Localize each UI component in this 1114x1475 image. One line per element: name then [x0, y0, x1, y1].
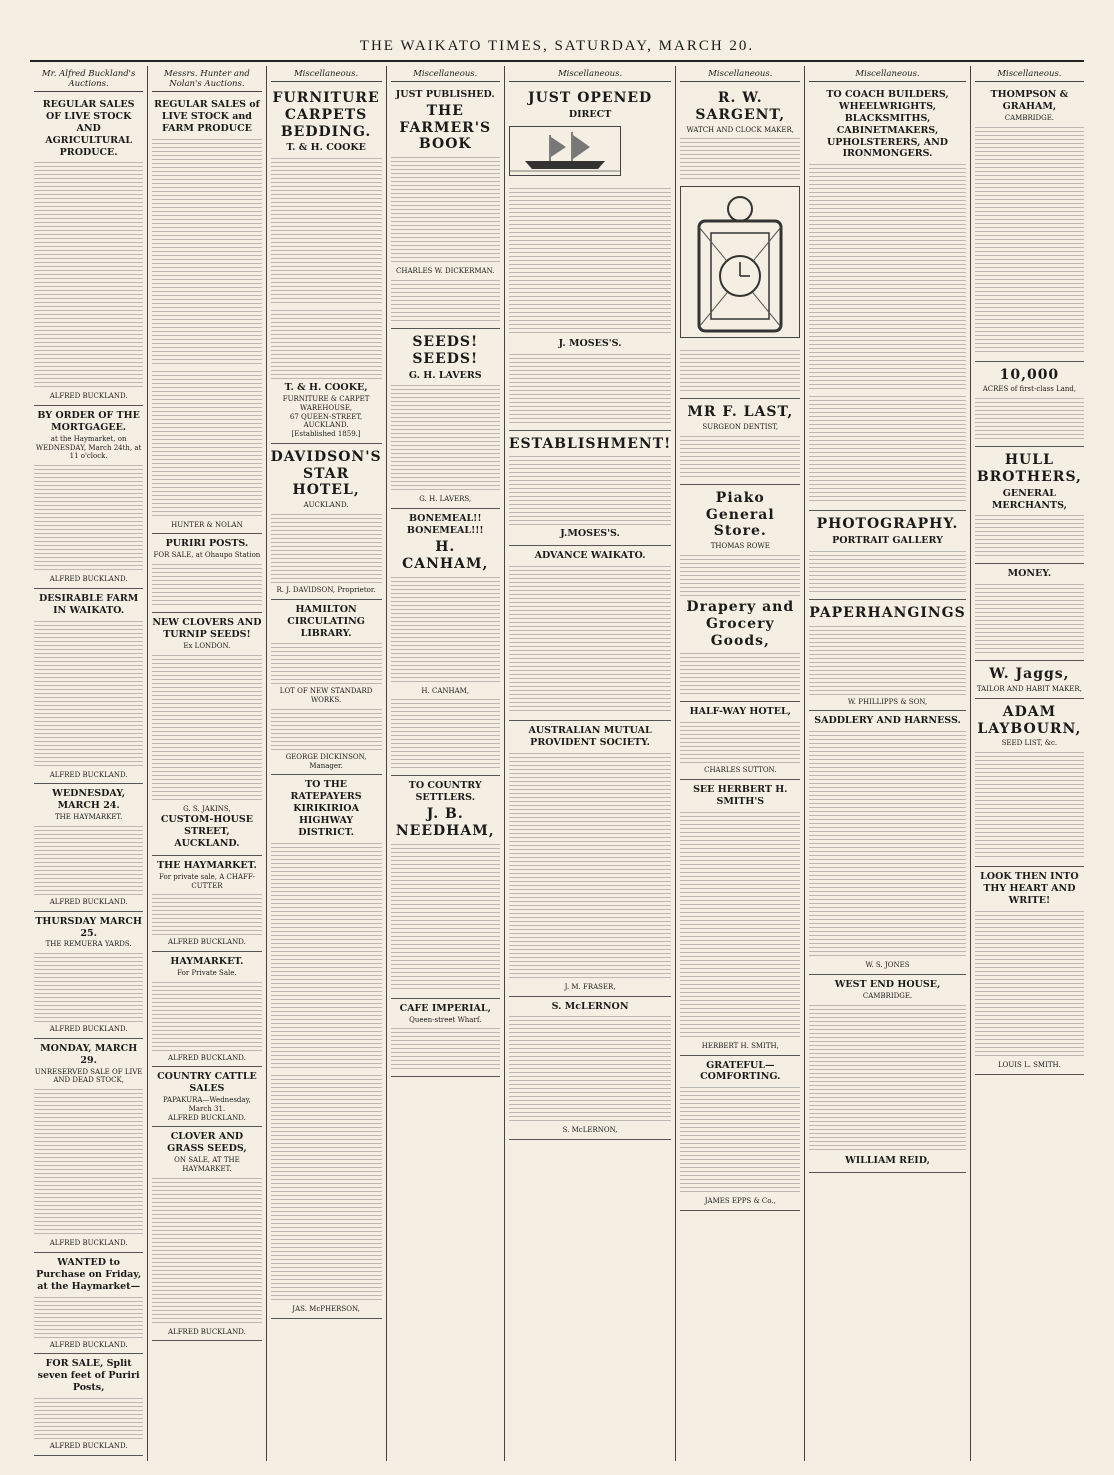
ad-signature: G. S. JAKINS,: [183, 804, 231, 813]
ad-heading: FURNITURE CARPETS BEDDING.: [272, 90, 380, 140]
advertisement: [271, 600, 382, 776]
ad-heading: TO THE RATEPAYERS KIRIKIRIOA HIGHWAY DISTRICT.: [290, 779, 362, 838]
advertisement: [680, 780, 800, 1056]
ad-signature: ALFRED BUCKLAND.: [49, 1239, 128, 1248]
ad-body-text: [152, 562, 261, 606]
ad-body-text: [809, 549, 965, 593]
ad-body-text: [34, 824, 143, 896]
ad-signature: ALFRED BUCKLAND.: [49, 1441, 128, 1450]
ad-heading: ESTABLISHMENT!: [508, 435, 672, 452]
ad-heading: CAFE IMPERIAL,: [399, 1002, 491, 1014]
ad-subheading: For private sale, A CHAFF-CUTTER: [159, 872, 255, 890]
ad-heading: THOMPSON & GRAHAM,: [990, 89, 1069, 112]
ad-body-text: [809, 1003, 965, 1153]
ad-body-text: [391, 697, 500, 769]
ad-body-text: [680, 553, 800, 597]
ad-body-text: [152, 369, 261, 519]
advertisement: [809, 975, 965, 1173]
ad-body-text: [271, 512, 382, 584]
ad-heading: COUNTRY CATTLE SALES: [157, 1071, 257, 1095]
ad-subheading: LOT OF NEW STANDARD WORKS.: [279, 687, 373, 705]
ad-signature: R. J. DAVIDSON, Proprietor.: [276, 586, 376, 595]
ad-body-text: [271, 156, 382, 306]
ad-heading: MONDAY, MARCH 29.: [40, 1042, 138, 1066]
ad-heading: ADVANCE WAIKATO.: [534, 550, 646, 562]
ad-subheading: PORTRAIT GALLERY: [832, 535, 943, 547]
ad-signature: J. MOSES'S.: [558, 337, 622, 349]
ad-heading: FOR SALE, Split seven feet of Puriri Posts,: [37, 1358, 140, 1393]
ad-body-text: [391, 1026, 500, 1070]
ad-heading: CLOVER AND GRASS SEEDS,: [167, 1131, 247, 1155]
masthead-rule: [30, 60, 1084, 62]
ad-subheading: CAMBRIDGE.: [1004, 113, 1055, 122]
ad-subheading: 67 QUEEN-STREET, AUCKLAND.: [289, 412, 363, 430]
advertisement: [152, 95, 261, 534]
ad-body-text: [34, 1087, 143, 1237]
advertisement: [34, 1354, 143, 1455]
ad-heading: REGULAR SALES of LIVE STOCK and FARM PRODUCE: [154, 99, 260, 134]
advertisement: [391, 776, 500, 998]
ad-signature: J.MOSES'S.: [560, 528, 620, 540]
ad-signature: ALFRED BUCKLAND.: [168, 1327, 246, 1336]
ad-heading: HALF-WAY HOTEL,: [689, 706, 791, 718]
advertisement: [152, 1067, 261, 1127]
ad-subheading: Ex LONDON.: [183, 641, 231, 650]
masthead: [0, 0, 1114, 70]
advertisement: [34, 912, 143, 1039]
ad-signature: CHARLES SUTTON.: [704, 766, 777, 775]
advertisement: [152, 1127, 261, 1341]
ad-body-text: [509, 352, 671, 424]
ad-body-text: [680, 720, 800, 764]
ad-heading: HAYMARKET.: [170, 956, 244, 967]
ad-heading: ADAM LAYBOURN,: [977, 703, 1082, 737]
ad-subheading: Queen-street Wharf.: [409, 1015, 482, 1024]
ad-heading: LOOK THEN INTO THY HEART AND WRITE!: [980, 871, 1079, 906]
column-head: Miscellaneous.: [509, 66, 671, 82]
ad-subheading: at the Haymarket, on WEDNESDAY, March 24th, at 11 o'clock.: [35, 434, 142, 461]
column-2: [148, 66, 266, 1461]
ad-heading: S. McLERNON: [551, 1000, 629, 1012]
ad-subheading: G. H. LAVERS: [408, 369, 482, 381]
advertisement: [152, 613, 261, 856]
column-head: Miscellaneous.: [809, 66, 965, 82]
ad-subheading: CAMBRIDGE.: [862, 991, 913, 1000]
ad-body-text: [680, 434, 800, 478]
ad-heading: BONEMEAL!! BONEMEAL!!!: [406, 513, 484, 537]
advertisement: [809, 85, 965, 511]
column-8: [971, 66, 1088, 1461]
ad-subheading: GENERAL MERCHANTS,: [991, 487, 1067, 511]
ad-body-text: [34, 160, 143, 390]
column-6: [676, 66, 805, 1461]
ad-signature: ALFRED BUCKLAND.: [168, 938, 246, 947]
ad-body-text: [34, 463, 143, 573]
ad-subheading: WATCH AND CLOCK MAKER,: [686, 125, 795, 134]
ad-signature: [Established 1859.]: [291, 430, 361, 439]
ad-body-text: [975, 750, 1084, 860]
ad-body-text: [391, 575, 500, 685]
ad-signature: GEORGE DICKINSON, Manager.: [285, 752, 367, 770]
advertisement: [680, 1056, 800, 1212]
ad-heading: Drapery and Grocery Goods,: [686, 599, 795, 649]
ad-signature: HUNTER & NOLAN: [171, 520, 243, 529]
ad-signature: JAMES EPPS & Co.,: [704, 1197, 776, 1206]
ad-body-text: [34, 619, 143, 769]
ad-heading: DESIRABLE FARM IN WAIKATO.: [39, 592, 139, 616]
advertisement: [152, 856, 261, 952]
ad-body-text: [509, 564, 671, 714]
ad-heading: JUST PUBLISHED.: [395, 89, 495, 100]
ad-subheading: THE HAYMARKET.: [54, 813, 123, 822]
advertisement: [34, 1039, 143, 1253]
ad-body-text: [809, 162, 965, 392]
advertisement: [509, 997, 671, 1141]
ad-heading: FURNITURE & CARPET WAREHOUSE,: [282, 395, 370, 412]
ad-subheading: AUCKLAND.: [303, 501, 349, 510]
ad-body-text: [680, 651, 800, 695]
ad-body-text: [809, 729, 965, 959]
ad-signature: ALFRED BUCKLAND.: [49, 897, 128, 906]
ad-signature: ALFRED BUCKLAND.: [49, 770, 128, 779]
ad-subheading: PAPAKURA—Wednesday, March 31.: [162, 1096, 251, 1113]
ad-heading: AUSTRALIAN MUTUAL PROVIDENT SOCIETY.: [528, 725, 652, 748]
ad-heading: TO COACH BUILDERS, WHEELWRIGHTS, BLACKSMITHS, CABINETMAKERS, UPHOLSTERERS, AND IRONMONGERS.: [826, 89, 949, 160]
ad-subheading: T. & H. COOKE: [286, 142, 366, 154]
ad-body-text: [271, 841, 382, 1071]
advertisement: [34, 589, 143, 785]
columns: [30, 66, 1088, 1461]
column-head: Miscellaneous.: [271, 66, 382, 82]
ad-signature: ALFRED BUCKLAND.: [49, 1340, 128, 1349]
ad-body-text: [34, 1396, 143, 1440]
ad-subheading: J. B. NEEDHAM,: [395, 806, 495, 839]
ad-heading: BY ORDER OF THE MORTGAGEE.: [37, 410, 140, 433]
newspaper-title: THE WAIKATO TIMES, SATURDAY, MARCH 20.: [359, 38, 755, 54]
ad-body-text: [391, 278, 500, 322]
advertisement: [509, 85, 671, 431]
ad-subheading: SEED LIST, &c.: [1001, 739, 1058, 748]
ad-heading: R. W. SARGENT,: [695, 90, 786, 123]
ad-heading: JUST OPENED: [527, 90, 653, 106]
ad-body-text: [680, 810, 800, 1040]
ad-heading: W. Jaggs,: [989, 666, 1070, 683]
ad-signature: G. H. LAVERS,: [419, 495, 472, 504]
ad-body-text: [975, 396, 1084, 440]
ad-subheading: ON SALE, AT THE HAYMARKET.: [174, 1156, 240, 1173]
advertisement: [271, 444, 382, 600]
ad-heading: MR F. LAST,: [687, 404, 794, 421]
advertisement: [680, 399, 800, 485]
advertisement: [975, 699, 1084, 867]
advertisement: [34, 406, 143, 589]
advertisement: [509, 546, 671, 721]
ad-body-text: [680, 348, 800, 392]
advertisement: [975, 447, 1084, 564]
advertisement: [680, 702, 800, 780]
ad-signature: J. M. FRASER,: [564, 982, 616, 991]
ad-heading: SEE HERBERT H. SMITH'S: [693, 784, 788, 807]
ad-signature: ALFRED BUCKLAND.: [49, 575, 128, 584]
column-head: Miscellaneous.: [391, 66, 500, 82]
ad-subheading: TAILOR AND HABIT MAKER,: [976, 685, 1082, 694]
ad-body-text: [271, 1073, 382, 1303]
ad-signature: T. & H. COOKE,: [284, 382, 368, 394]
advertisement: [152, 534, 261, 613]
ad-signature: HERBERT H. SMITH,: [701, 1041, 779, 1050]
ad-heading: 10,000: [999, 366, 1060, 383]
ad-body-text: [509, 186, 671, 336]
ad-body-text: [680, 1085, 800, 1195]
advertisement: [809, 711, 965, 975]
ad-signature: ALFRED BUCKLAND.: [168, 1053, 246, 1062]
advertisement: [271, 775, 382, 1318]
ad-body-text: [271, 707, 382, 751]
ship-illustration: [509, 126, 621, 176]
advertisement: [509, 431, 671, 547]
ad-body-text: [391, 155, 500, 265]
ad-body-text: [152, 980, 261, 1052]
ad-subheading: THOMAS ROWE: [710, 542, 770, 551]
advertisement: [271, 85, 382, 444]
column-4: [387, 66, 505, 1461]
advertisement: [34, 95, 143, 406]
ad-subheading: DIRECT: [568, 108, 612, 120]
ad-subheading: ACRES of first-class Land,: [982, 385, 1077, 394]
ad-subheading: For Private Sale.: [177, 968, 237, 977]
ad-body-text: [34, 951, 143, 1023]
column-head: Mr. Alfred Buckland's Auctions.: [34, 66, 143, 92]
ad-heading: Piako General Store.: [705, 489, 775, 540]
ad-body-text: [975, 909, 1084, 1059]
ad-body-text: [271, 308, 382, 380]
ad-heading: PURIRI POSTS.: [165, 538, 249, 550]
column-5: [505, 66, 676, 1461]
ad-subheading: SURGEON DENTIST,: [702, 423, 779, 432]
column-head: Miscellaneous.: [975, 66, 1084, 82]
ad-signature: JAS. McPHERSON,: [292, 1304, 360, 1313]
advertisement: [975, 85, 1084, 362]
ad-signature: ALFRED BUCKLAND.: [49, 392, 128, 401]
ad-signature: S. McLERNON,: [562, 1126, 618, 1135]
ad-body-text: [391, 383, 500, 493]
ad-heading: PAPERHANGINGS: [809, 604, 966, 621]
ad-heading: CUSTOM-HOUSE STREET, AUCKLAND.: [160, 814, 253, 849]
ad-body-text: [271, 641, 382, 685]
ad-body-text: [809, 624, 965, 696]
advertisement: [391, 509, 500, 776]
ad-heading: DAVIDSON'S STAR HOTEL,: [270, 448, 382, 499]
ad-body-text: [975, 125, 1084, 355]
ad-subheading: FOR SALE, at Ohaupo Station: [153, 551, 261, 560]
ad-body-text: [680, 136, 800, 180]
ad-heading: REGULAR SALES OF LIVE STOCK AND AGRICULTURAL PRODUCE.: [42, 99, 135, 158]
ad-signature: W. PHILLIPPS & SON,: [847, 697, 928, 706]
ad-subheading: THE FARMER'S BOOK: [399, 102, 492, 153]
advertisement: [391, 329, 500, 509]
ad-heading: THE HAYMARKET.: [157, 859, 257, 871]
ad-body-text: [509, 454, 671, 526]
ad-heading: WANTED to Purchase on Friday, at the Haymarket—: [36, 1256, 142, 1292]
ad-signature: W. S. JONES: [865, 961, 910, 970]
ad-heading: THURSDAY MARCH 25.: [35, 915, 142, 939]
ad-body-text: [391, 842, 500, 992]
ad-signature: ALFRED BUCKLAND.: [49, 1025, 128, 1034]
ad-body-text: [975, 582, 1084, 654]
ad-heading: HULL BROTHERS,: [976, 452, 1082, 485]
advertisement: [152, 952, 261, 1067]
advertisement: [391, 999, 500, 1078]
ad-body-text: [509, 1014, 671, 1124]
advertisement: [34, 1253, 143, 1354]
advertisement: [809, 511, 965, 600]
ad-signature: LOUIS L. SMITH.: [997, 1060, 1061, 1069]
advertisement: [975, 867, 1084, 1074]
advertisement: [975, 661, 1084, 699]
advertisement: [680, 85, 800, 399]
ad-body-text: [152, 1176, 261, 1326]
ad-heading: SADDLERY AND HARNESS.: [814, 715, 961, 727]
ad-heading: WEDNESDAY, MARCH 24.: [52, 788, 126, 812]
ad-body-text: [152, 137, 261, 367]
ad-subheading: THE REMUERA YARDS.: [45, 940, 132, 949]
ad-body-text: [152, 892, 261, 936]
ad-heading: PHOTOGRAPHY.: [816, 516, 959, 533]
advertisement: [34, 784, 143, 911]
ad-signature: WILLIAM REID,: [845, 1154, 930, 1166]
ad-heading: SEEDS! SEEDS!: [412, 334, 479, 367]
ad-heading: TO COUNTRY SETTLERS.: [408, 780, 482, 804]
watch-illustration: [680, 186, 800, 338]
column-7: [805, 66, 970, 1461]
ad-body-text: [975, 513, 1084, 557]
column-head: Miscellaneous.: [680, 66, 800, 82]
column-3: [267, 66, 387, 1461]
ad-heading: HAMILTON CIRCULATING LIBRARY.: [287, 603, 365, 639]
ad-signature: H. CANHAM,: [421, 686, 470, 695]
ad-body-text: [509, 751, 671, 981]
ad-heading: MONEY.: [1007, 568, 1052, 580]
advertisement: [509, 721, 671, 997]
ad-signature: CHARLES W. DICKERMAN.: [396, 267, 495, 276]
advertisement: [809, 600, 965, 712]
advertisement: [391, 85, 500, 329]
advertisement: [975, 362, 1084, 448]
column-head: Messrs. Hunter and Nolan's Auctions.: [152, 66, 261, 92]
ad-signature: ALFRED BUCKLAND.: [168, 1113, 246, 1122]
ad-heading: GRATEFUL—COMFORTING.: [700, 1059, 781, 1083]
ad-heading: WEST END HOUSE,: [834, 979, 941, 991]
column-1: [30, 66, 148, 1461]
ad-body-text: [34, 1295, 143, 1339]
ad-body-text: [152, 653, 261, 803]
ad-subheading: H. CANHAM,: [402, 538, 489, 572]
ad-subheading: UNRESERVED SALE OF LIVE AND DEAD STOCK,: [34, 1067, 143, 1085]
ad-body-text: [809, 394, 965, 504]
ad-heading: NEW CLOVERS AND TURNIP SEEDS!: [152, 617, 262, 640]
advertisement: [975, 564, 1084, 661]
advertisement: [680, 485, 800, 703]
